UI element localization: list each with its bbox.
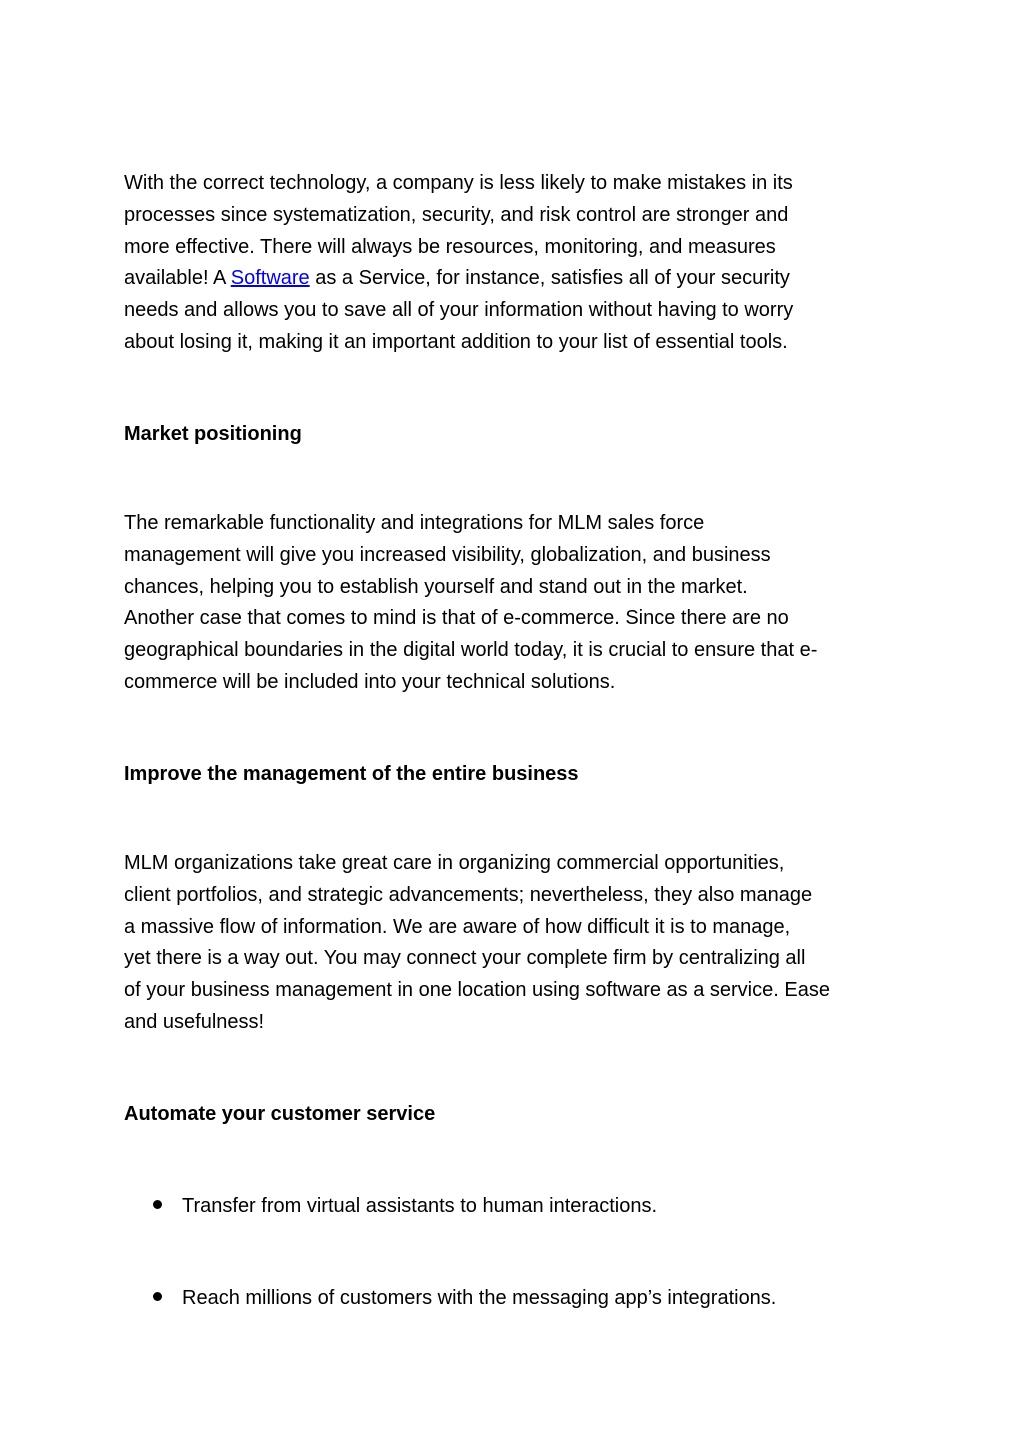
software-link[interactable]: Software (230, 267, 310, 290)
heading-improve-management: Improve the management of the entire business (124, 763, 579, 785)
paragraph-line: With the correct technology, a company is less likely to make mistakes in its (124, 172, 793, 194)
list-item (153, 1282, 776, 1314)
heading-automate-customer-service: Automate your customer service (124, 1103, 436, 1125)
paragraph-management (124, 848, 914, 1039)
paragraph-line: about losing it, making it an important addition to your list of essential tools. (124, 330, 788, 353)
paragraph-line-with-link (124, 263, 914, 295)
paragraph-line: processes since systematization, security, and risk control are stronger and (124, 203, 789, 226)
paragraph-line: needs and allows you to save all of your information without having to worry (124, 299, 794, 322)
paragraph-line: MLM organizations take great care in organizing commercial opportunities, (124, 852, 785, 874)
paragraph-line: and usefulness! (124, 1010, 265, 1033)
bullet-icon (153, 1200, 162, 1209)
paragraph-line: commerce will be included into your technical solutions. (124, 670, 616, 693)
paragraph-market (124, 508, 914, 699)
paragraph-line: client portfolios, and strategic advancements; nevertheless, they also manage (124, 883, 813, 906)
paragraph-line: geographical boundaries in the digital world today, it is crucial to ensure that e- (124, 639, 818, 662)
list-item-text: Reach millions of customers with the messaging app’s integrations. (182, 1287, 777, 1309)
paragraph-line: chances, helping you to establish yourself and stand out in the market. (124, 575, 748, 598)
paragraph-technology (124, 168, 914, 359)
list-item-text: Transfer from virtual assistants to human interactions. (182, 1195, 657, 1217)
heading-market-positioning: Market positioning (124, 423, 302, 445)
paragraph-line: The remarkable functionality and integrations for MLM sales force (124, 512, 705, 534)
paragraph-line: a massive flow of information. We are aware of how difficult it is to manage, (124, 915, 791, 938)
paragraph-line: of your business management in one location using software as a service. Ease (124, 979, 830, 1002)
paragraph-line: management will give you increased visibility, globalization, and business (124, 543, 771, 566)
paragraph-text: available! A (124, 267, 231, 290)
paragraph-line: yet there is a way out. You may connect your complete firm by centralizing all (124, 947, 806, 970)
paragraph-text: as a Service, for instance, satisfies all of your security (309, 267, 790, 290)
list-item (153, 1190, 657, 1222)
bullet-icon (153, 1292, 162, 1301)
paragraph-line: more effective. There will always be resources, monitoring, and measures (124, 235, 776, 258)
paragraph-line: Another case that comes to mind is that of e-commerce. Since there are no (124, 607, 789, 630)
